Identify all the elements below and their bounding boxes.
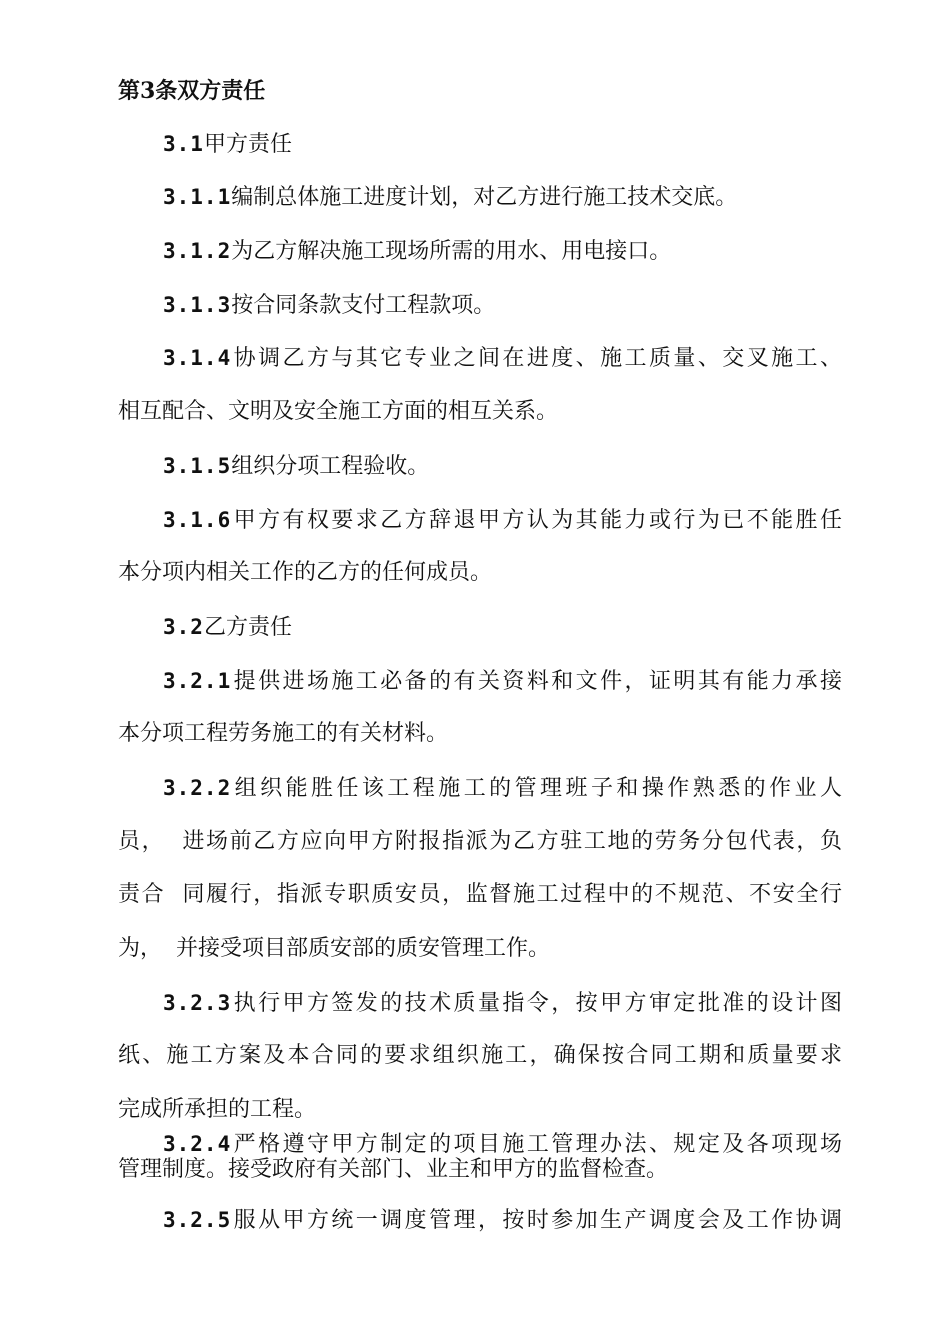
clause-3-1-6-line-1	[163, 505, 842, 536]
clause-3-1-5	[163, 451, 842, 482]
clause-number: 3.2	[163, 615, 204, 639]
clause-number: 3.2.1	[163, 669, 232, 693]
clause-number: 3.1	[163, 132, 204, 156]
clause-3-2-1-line-1	[163, 666, 842, 697]
clause-text: 乙方责任	[203, 615, 292, 640]
clause-3-1-4-line-1	[163, 343, 842, 374]
clause-3-2-3-line-3: 完成所承担的工程。	[118, 1097, 317, 1122]
section-title: 第3条双方责任	[118, 78, 266, 104]
clause-3-1-1	[163, 182, 842, 213]
clause-text: 为乙方解决施工现场所需的用水、用电接口。	[231, 239, 672, 264]
clause-3-2-2-line-1	[163, 773, 842, 804]
clause-text: 执行甲方签发的技术质量指令，按甲方审定批准的设计图	[231, 991, 842, 1016]
clause-text: 按合同条款支付工程款项。	[231, 293, 496, 318]
clause-text: 甲方有权要求乙方辞退甲方认为其能力或行为已不能胜任	[231, 508, 842, 533]
clause-3-2-3-line-1	[163, 988, 842, 1019]
clause-3-2-2-line-3: 责合 同履行，指派专职质安员，监督施工过程中的不规范、不安全行	[118, 882, 842, 907]
clause-text: 严格遵守甲方制定的项目施工管理办法、规定及各项现场	[231, 1132, 842, 1157]
clause-3-2	[163, 612, 842, 643]
clause-text: 提供进场施工必备的有关资料和文件，证明其有能力承接	[231, 669, 842, 694]
clause-number: 3.1.5	[163, 454, 232, 478]
clause-text: 编制总体施工进度计划，对乙方进行施工技术交底。	[231, 185, 738, 210]
clause-3-1-2	[163, 236, 842, 267]
clause-3-1-4-line-2: 相互配合、文明及安全施工方面的相互关系。	[118, 399, 559, 424]
clause-number: 3.2.3	[163, 991, 232, 1015]
clause-text: 协调乙方与其它专业之间在进度、施工质量、交叉施工、	[231, 346, 842, 371]
clause-number: 3.1.3	[163, 293, 232, 317]
clause-3-1	[163, 129, 842, 160]
clause-number: 3.1.4	[163, 346, 232, 370]
clause-text: 组织能胜任该工程施工的管理班子和操作熟悉的作业人	[231, 776, 842, 801]
clause-text: 服从甲方统一调度管理，按时参加生产调度会及工作协调	[231, 1208, 842, 1233]
clause-3-2-3-line-2: 纸、施工方案及本合同的要求组织施工，确保按合同工期和质量要求	[118, 1043, 842, 1068]
clause-text: 甲方责任	[203, 132, 292, 157]
clause-3-1-3	[163, 290, 842, 321]
clause-3-2-4-line-2: 管理制度。接受政府有关部门、业主和甲方的监督检查。	[118, 1157, 669, 1182]
clause-number: 3.1.1	[163, 185, 232, 209]
clause-number: 3.2.5	[163, 1208, 232, 1232]
clause-number: 3.1.6	[163, 508, 232, 532]
clause-number: 3.1.2	[163, 239, 232, 263]
clause-3-2-1-line-2: 本分项工程劳务施工的有关材料。	[118, 721, 449, 746]
clause-text: 组织分项工程验收。	[231, 454, 430, 479]
clause-3-2-2-line-2: 员， 进场前乙方应向甲方附报指派为乙方驻工地的劳务分包代表，负	[118, 829, 842, 854]
clause-number: 3.2.4	[163, 1132, 232, 1156]
clause-3-2-2-line-4: 为， 并接受项目部质安部的质安管理工作。	[118, 936, 550, 961]
clause-3-1-6-line-2: 本分项内相关工作的乙方的任何成员。	[118, 560, 493, 585]
clause-3-2-5-line-1	[163, 1205, 842, 1236]
clause-number: 3.2.2	[163, 776, 232, 800]
